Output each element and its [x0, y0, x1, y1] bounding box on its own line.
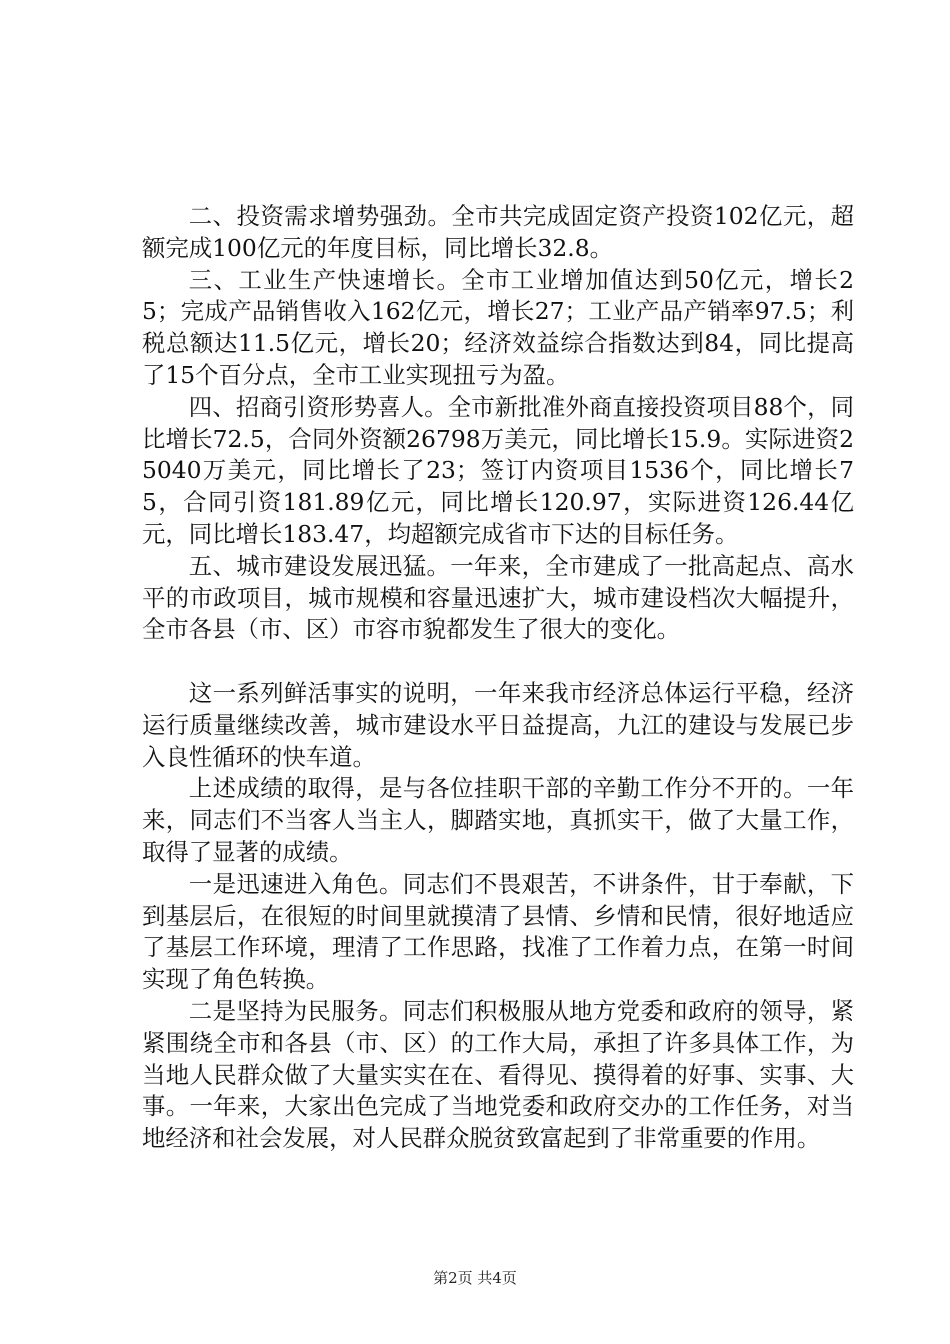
paragraph-role-entry: 一是迅速进入角色。同志们不畏艰苦，不讲条件，甘于奉献，下到基层后，在很短的时间里就摸清了县情、乡情和民情，很好地适应了基层工作环境，理清了工作思路，找准了工作着力点，在第一时间实现了角色转换。 — [142, 869, 854, 994]
paragraph-spacer — [142, 646, 854, 678]
paragraph-summary: 这一系列鲜活事实的说明，一年来我市经济总体运行平稳，经济运行质量继续改善，城市建设水平日益提高，九江的建设与发展已步入良性循环的快车道。 — [142, 678, 854, 771]
page-number-footer: 第2页 共4页 — [433, 1269, 517, 1287]
paragraph-public-service: 二是坚持为民服务。同志们积极服从地方党委和政府的领导，紧紧围绕全市和各县（市、区）的工作大局，承担了许多具体工作，为当地人民群众做了大量实实在在、看得见、摸得着的好事、实事、大事。一年来，大家出色完成了当地党委和政府交办的工作任务，对当地经济和社会发展，对人民群众脱贫致富起到了非常重要的作用。 — [142, 996, 854, 1153]
paragraph-urban-construction: 五、城市建设发展迅猛。一年来，全市建成了一批高起点、高水平的市政项目，城市规模和容量迅速扩大，城市建设档次大幅提升，全市各县（市、区）市容市貌都发生了很大的变化。 — [142, 551, 854, 644]
paragraph-industry: 三、工业生产快速增长。全市工业增加值达到50亿元，增长25；完成产品销售收入162亿元，增长27；工业产品产销率97.5；利税总额达11.5亿元，增长20；经济效益综合指数达到84，同比提高了15个百分点，全市工业实现扭亏为盈。 — [142, 265, 854, 389]
paragraph-achievements: 上述成绩的取得，是与各位挂职干部的辛勤工作分不开的。一年来，同志们不当客人当主人，脚踏实地，真抓实干，做了大量工作，取得了显著的成绩。 — [142, 774, 854, 866]
paragraph-investment: 二、投资需求增势强劲。全市共完成固定资产投资102亿元，超额完成100亿元的年度目标，同比增长32.8。 — [142, 202, 854, 262]
document-body — [142, 201, 854, 1155]
paragraph-investment-attraction: 四、招商引资形势喜人。全市新批准外商直接投资项目88个，同比增长72.5，合同外资额26798万美元，同比增长15.9。实际进资25040万美元，同比增长了23；签订内资项目1536个，同比增长75，合同引资181.89亿元，同比增长120.97，实际进资126.44亿元，同比增长183.47，均超额完成省市下达的目标任务。 — [142, 392, 854, 548]
